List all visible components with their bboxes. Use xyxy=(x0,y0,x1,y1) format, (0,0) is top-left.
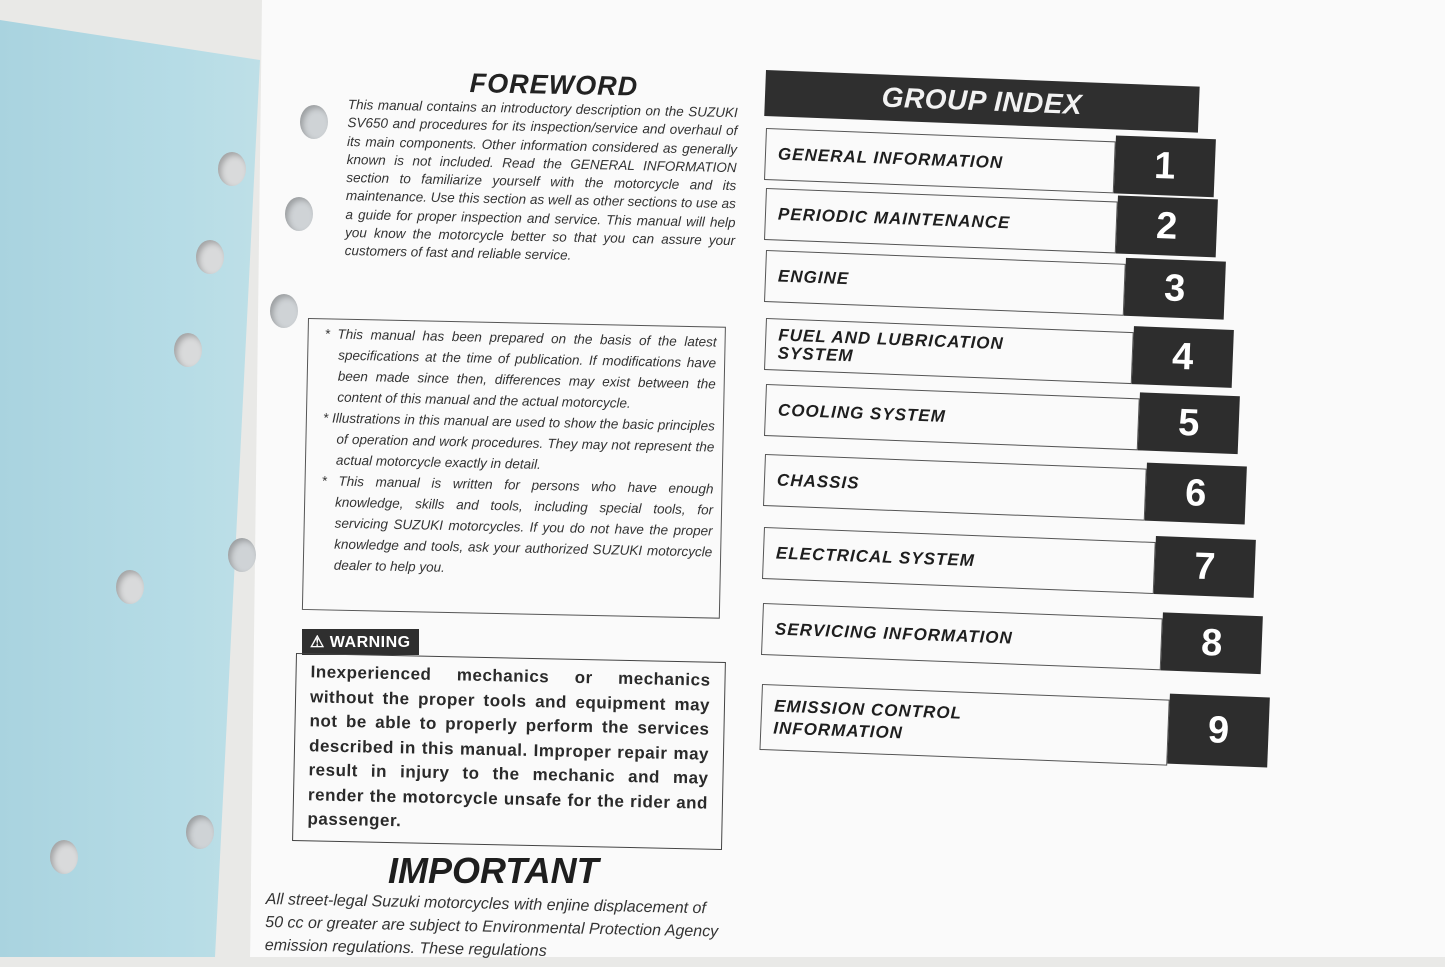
group-index-label: GENERAL INFORMATION xyxy=(764,128,1116,193)
punch-hole xyxy=(285,197,313,231)
punch-hole xyxy=(228,538,256,572)
group-index-number: 1 xyxy=(1114,135,1216,197)
group-index-number: 8 xyxy=(1161,612,1263,674)
group-index-label: PERIODIC MAINTENANCE xyxy=(764,188,1118,253)
group-index-label: EMISSION CONTROL INFORMATION xyxy=(759,684,1169,766)
group-index-label: ELECTRICAL SYSTEM xyxy=(762,527,1156,594)
foreword-intro: This manual contains an introductory description on the SUZUKI SV650 and procedures for its inspection/service and overhaul of its main components. Other information considered as generally known is not included. Read the GENERAL INFORMATION section to familiarize yourself with the motorcycle and its maintenance. Use this section as well as other sections to use as a guide for proper inspection and service. This manual will help you know the motorcycle better so that you can assure your customers of fast and reliable service. xyxy=(344,96,738,264)
group-index-label: SERVICING INFORMATION xyxy=(761,603,1163,670)
foreword-note: * Illustrations in this manual are used to show the basic principles of operation and work procedures. They may not represent the actual motorcycle exactly in detail. xyxy=(322,410,715,472)
punch-hole xyxy=(270,294,298,328)
foreword-note: * This manual is written for persons who have enough knowledge, skills and tools, including special tools, for servicing SUZUKI motorcycles. If you do not have the proper knowledge and tools, ask your authorized SUZUKI motorcycle dealer to help you. xyxy=(321,473,714,575)
group-index-number: 2 xyxy=(1116,196,1218,258)
foreword-notes-box xyxy=(302,318,726,619)
punch-hole xyxy=(116,570,144,604)
group-index-number: 6 xyxy=(1145,463,1247,525)
foreword-note: * This manual has been prepared on the basis of the latest specifications at the time of publication. If modifications have been made since then, differences may exist between the content of this manual and the actual motorcycle. xyxy=(324,326,717,411)
group-index-number: 5 xyxy=(1138,392,1240,454)
group-index-number: 3 xyxy=(1124,258,1226,320)
warning-text: Inexperienced mechanics or mechanics without the proper tools and equipment may not be able to properly perform the services described in this manual. Improper repair may result in injury to the mechanic and may render the motorcycle unsafe for the rider and passenger. xyxy=(292,653,726,850)
group-index-number: 4 xyxy=(1132,326,1234,388)
group-index-number: 9 xyxy=(1167,694,1270,768)
punch-hole xyxy=(174,333,202,367)
punch-hole xyxy=(186,815,214,849)
group-index-label: ENGINE xyxy=(764,250,1126,316)
important-title: IMPORTANT xyxy=(388,850,599,891)
important-text: All street-legal Suzuki motorcycles with enjine displacement of 50 cc or greater are subject to Environmental Protection Agency emission regulations. These regulations xyxy=(264,890,719,960)
punch-hole xyxy=(196,240,224,274)
group-index-label: CHASSIS xyxy=(763,454,1147,521)
group-index-number: 7 xyxy=(1154,536,1256,598)
foreword-title: FOREWORD xyxy=(469,68,639,102)
punch-hole xyxy=(218,152,246,186)
group-index-label: COOLING SYSTEM xyxy=(764,384,1140,450)
punch-hole xyxy=(300,105,328,139)
group-index-title: GROUP INDEX xyxy=(764,70,1199,133)
warning-badge: ⚠ WARNING xyxy=(302,629,419,655)
group-index-label: FUEL AND LUBRICATION SYSTEM xyxy=(764,318,1134,384)
punch-hole xyxy=(50,840,78,874)
